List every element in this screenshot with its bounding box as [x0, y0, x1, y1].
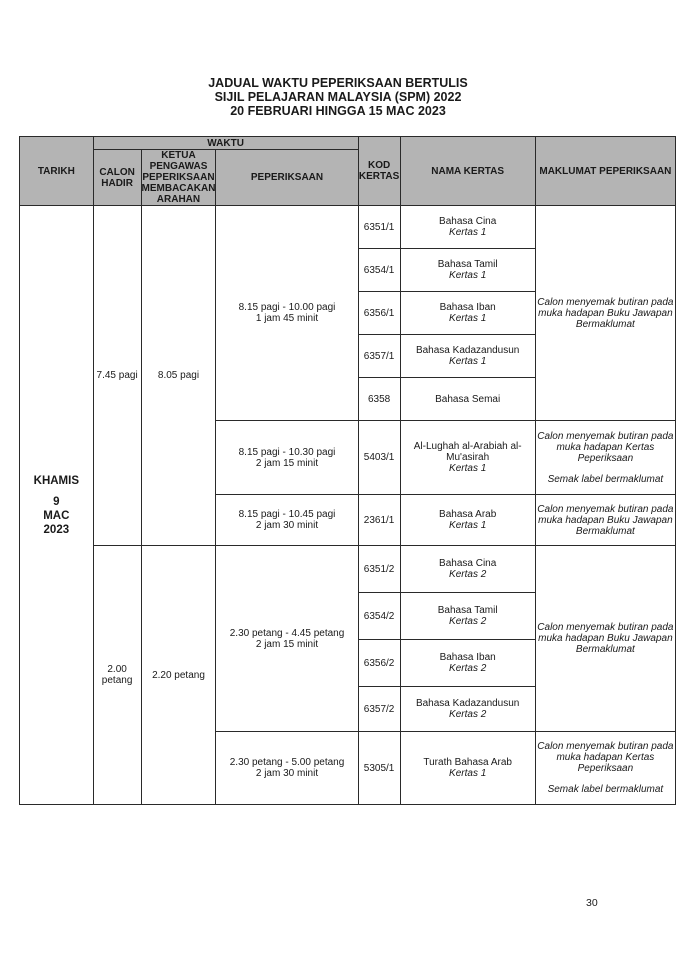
exam-date-number: 9	[53, 495, 60, 508]
paper-code: 6354/2	[358, 593, 400, 640]
petang-calon-hadir: 2.00 petang	[93, 546, 141, 805]
slot-duration: 2 jam 15 minit	[255, 638, 319, 650]
paper-name: Bahasa Arab Kertas 1	[400, 495, 535, 546]
paper-name: Bahasa Iban Kertas 2	[400, 640, 535, 687]
pagi-ketua-pengawas: 8.05 pagi	[141, 206, 216, 546]
paper-info: Calon menyemak butiran pada muka hadapan Buku Jawapan Bermaklumat	[535, 495, 675, 546]
header-kod-kertas: KOD KERTAS	[358, 137, 400, 206]
pagi-slot-2	[216, 421, 358, 495]
paper-name: Bahasa Tamil Kertas 2	[400, 593, 535, 640]
paper-code: 5305/1	[358, 732, 400, 805]
paper-name: Al-Lughah al-Arabiah al-Mu'asirah Kertas 1	[400, 421, 535, 495]
paper-code: 5403/1	[358, 421, 400, 495]
title-line-2: SIJIL PELAJARAN MALAYSIA (SPM) 2022	[214, 90, 462, 104]
petang-slot-2	[216, 732, 358, 805]
slot-duration: 1 jam 45 minit	[255, 313, 319, 324]
paper-name: Turath Bahasa Arab Kertas 1	[400, 732, 535, 805]
slot-time: 8.15 pagi - 10.30 pagi	[238, 446, 336, 458]
title-line-1: JADUAL WAKTU PEPERIKSAAN BERTULIS	[208, 76, 468, 90]
paper-code: 6358	[358, 378, 400, 421]
paper-name: Bahasa Semai	[400, 378, 535, 421]
header-nama-kertas: NAMA KERTAS	[400, 137, 535, 206]
title-line-3: 20 FEBRUARI HINGGA 15 MAC 2023	[230, 104, 446, 118]
exam-date	[20, 206, 94, 805]
paper-code: 6357/1	[358, 335, 400, 378]
exam-month-year: MAC 2023	[43, 509, 70, 536]
header-peperiksaan: PEPERIKSAAN	[216, 150, 358, 206]
paper-name: Bahasa Cina Kertas 2	[400, 546, 535, 593]
header-waktu: WAKTU	[93, 137, 358, 150]
page-number: 30	[586, 897, 598, 909]
paper-name: Bahasa Kadazandusun Kertas 2	[400, 687, 535, 732]
header-calon-hadir: CALON HADIR	[93, 150, 141, 206]
petang-slot-1	[216, 546, 358, 732]
paper-name: Bahasa Tamil Kertas 1	[400, 249, 535, 292]
document-title	[0, 76, 676, 118]
paper-info: Calon menyemak butiran pada muka hadapan Buku Jawapan Bermaklumat	[535, 206, 675, 421]
paper-name: Bahasa Cina Kertas 1	[400, 206, 535, 249]
paper-name: Bahasa Kadazandusun Kertas 1	[400, 335, 535, 378]
paper-code: 6351/1	[358, 206, 400, 249]
header-ketua-pengawas: KETUA PENGAWAS PEPERIKSAAN MEMBACAKAN ARAHAN	[141, 150, 216, 205]
exam-day: KHAMIS	[33, 474, 80, 487]
slot-duration: 2 jam 30 minit	[255, 768, 319, 779]
petang-ketua-pengawas: 2.20 petang	[141, 546, 216, 805]
paper-info: Calon menyemak butiran pada muka hadapan Buku Jawapan Bermaklumat	[535, 546, 675, 732]
pagi-calon-hadir: 7.45 pagi	[93, 206, 141, 546]
slot-time: 8.15 pagi - 10.00 pagi	[238, 302, 336, 313]
paper-code: 6356/1	[358, 292, 400, 335]
paper-code: 6354/1	[358, 249, 400, 292]
paper-info: Calon menyemak butiran pada muka hadapan Kertas Peperiksaan Semak label bermaklumat	[535, 732, 675, 805]
header-tarikh: TARIKH	[20, 137, 94, 206]
slot-time: 8.15 pagi - 10.45 pagi	[238, 509, 336, 520]
slot-time: 2.30 petang - 5.00 petang	[229, 757, 345, 768]
pagi-slot-3	[216, 495, 358, 546]
pagi-slot-1	[216, 206, 358, 421]
slot-time: 2.30 petang - 4.45 petang	[229, 627, 345, 639]
paper-code: 6351/2	[358, 546, 400, 593]
exam-timetable	[19, 136, 676, 805]
paper-info: Calon menyemak butiran pada muka hadapan Kertas Peperiksaan Semak label bermaklumat	[535, 421, 675, 495]
paper-code: 2361/1	[358, 495, 400, 546]
slot-duration: 2 jam 30 minit	[255, 520, 319, 531]
paper-name: Bahasa Iban Kertas 1	[400, 292, 535, 335]
slot-duration: 2 jam 15 minit	[255, 457, 319, 469]
paper-code: 6356/2	[358, 640, 400, 687]
paper-code: 6357/2	[358, 687, 400, 732]
header-maklumat: MAKLUMAT PEPERIKSAAN	[535, 137, 675, 206]
